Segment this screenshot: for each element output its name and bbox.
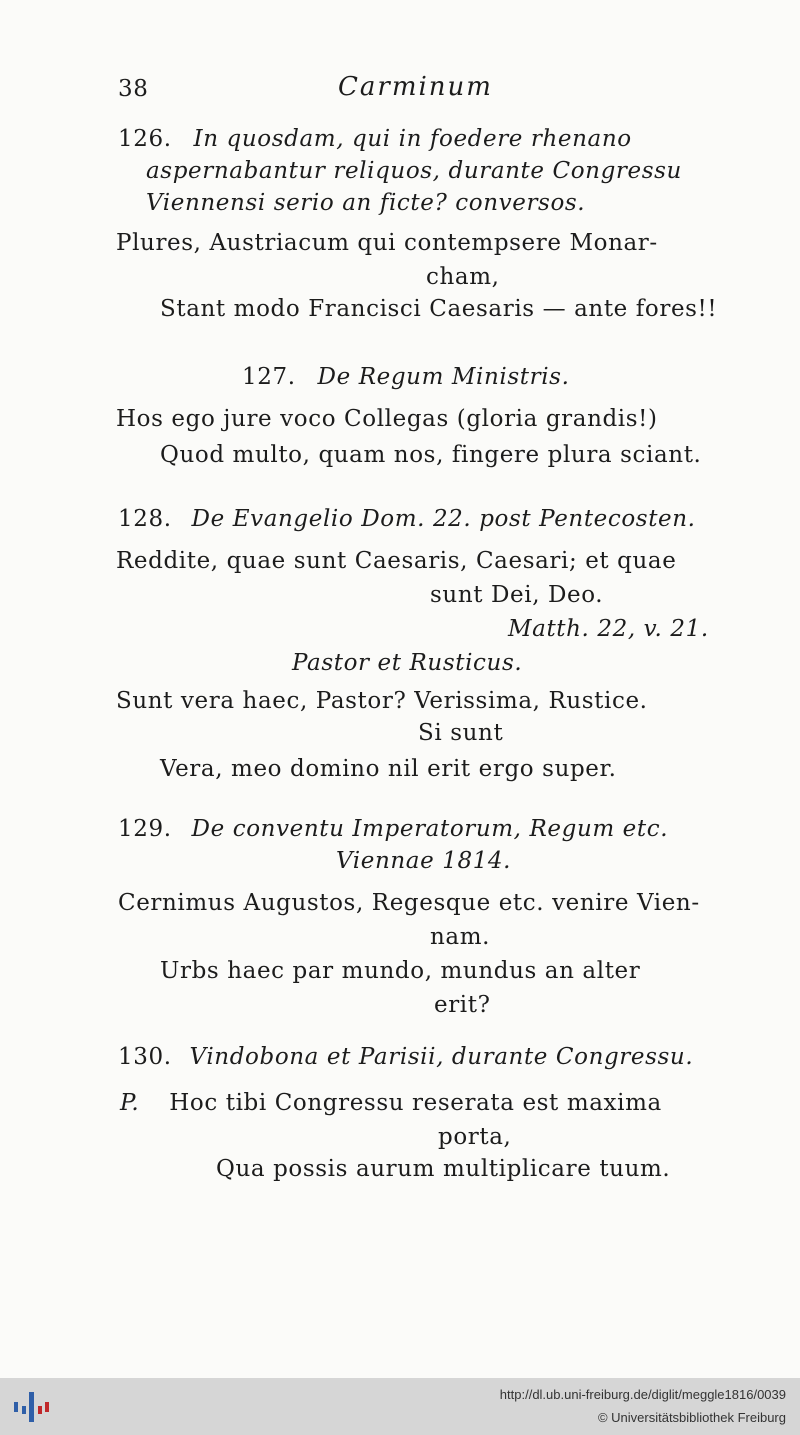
verse-line: Qua possis aurum multiplicare tuum. [216,1156,671,1182]
poem-title-line: aspernabantur reliquos, durante Congressu [146,158,682,184]
poem-130-verse-first [120,1088,662,1118]
poem-title-line: De conventu Imperatorum, Regum etc. [191,816,669,842]
page-number: 38 [118,76,149,102]
poem-title-line: De Regum Ministris. [317,364,570,390]
viewer-footer [0,1378,800,1435]
verse-line: Reddite, quae sunt Caesaris, Caesari; et quae [116,548,677,574]
verse-line: Urbs haec par mundo, mundus an alter [160,958,641,984]
poem-title-line: In quosdam, qui in foedere rhenano [193,126,632,152]
verse-line: Hoc tibi Congressu reserata est maxima [169,1090,662,1116]
copyright-text: © Universitätsbibliothek Freiburg [597,1410,786,1425]
poem-title-line: Viennensi serio an ficte? conversos. [146,190,586,216]
poem-subtitle: Pastor et Rusticus. [292,650,523,676]
library-logo-icon [12,1388,50,1426]
source-url-link[interactable]: http://dl.ub.uni-freiburg.de/diglit/meggle1816/0039 [499,1387,786,1402]
verse-line: Hos ego jure voco Collegas (gloria grandis!) [116,406,658,432]
poem-number: 129. [118,816,172,842]
verse-line: Si sunt [418,720,504,746]
poem-title-line: Vindobona et Parisii, durante Congressu. [189,1044,694,1070]
poem-number: 128. [118,506,172,532]
verse-line: sunt Dei, Deo. [430,582,604,608]
poem-129-heading [118,814,668,844]
verse-line: Cernimus Augustos, Regesque etc. venire Vien- [118,890,700,916]
verse-line: porta, [438,1124,512,1150]
poem-126-heading [118,124,632,154]
poem-number: 130. [118,1044,172,1070]
poem-title-line: De Evangelio Dom. 22. post Pentecosten. [191,506,696,532]
poem-title-line: Viennae 1814. [336,848,512,874]
poem-128-heading [118,504,696,534]
verse-line: cham, [426,264,500,290]
poem-130-heading [118,1042,693,1072]
speaker-mark: P. [120,1090,140,1116]
verse-line: erit? [434,992,491,1018]
verse-line: nam. [430,924,491,950]
verse-line: Quod multo, quam nos, fingere plura sciant. [160,442,702,468]
scripture-citation: Matth. 22, v. 21. [508,616,709,642]
verse-line: Stant modo Francisci Caesaris — ante fores!! [160,296,718,322]
verse-line: Vera, meo domino nil erit ergo super. [160,756,617,782]
poem-number: 126. [118,126,172,152]
verse-line: Sunt vera haec, Pastor? Verissima, Rustice. [116,688,648,714]
poem-number: 127. [242,364,296,390]
poem-127-heading [242,362,569,392]
verse-line: Plures, Austriacum qui contempsere Monar- [116,230,658,256]
running-title: Carminum [338,72,493,102]
